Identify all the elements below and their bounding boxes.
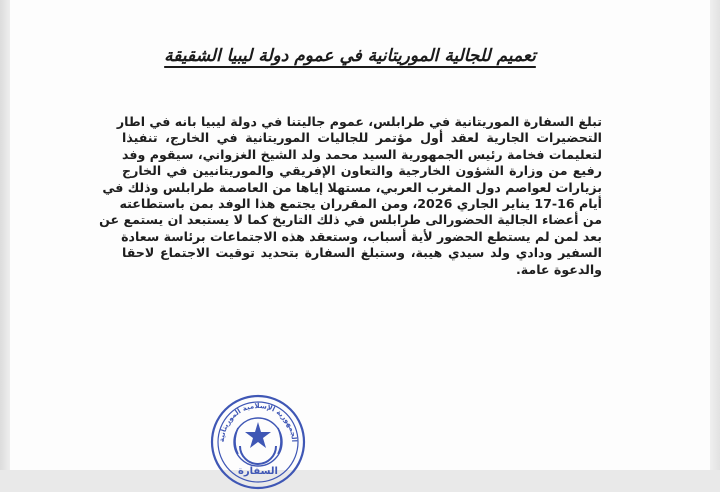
body-line: بزيارات لعواصم دول المغرب العربي، مستهلا إياها من العاصمة طرابلس وذلك في — [102, 179, 602, 195]
body-line: أيام 16-17 يناير الجاري 2026، ومن المقرران يجتمع هذا الوفد بمن باستطاعته — [119, 196, 602, 212]
body-line: بعد لمن لم يستطع الحضور لأية أسباب، وستعقد هذه الاجتماعات برئاسة سعادة — [121, 228, 602, 244]
body-line: لتعليمات فخامة رئيس الجمهورية السيد محمد ولد الشيخ الغزواني، سيقوم وفد — [122, 146, 602, 162]
body-line: والدعوة عامة. — [515, 261, 602, 277]
seal-ring-text: الجمهورية الإسلامية الموريتانية — [217, 401, 299, 443]
document-title: تعميم للجالية الموريتانية في عموم دولة ليبيا الشقيقة — [164, 46, 536, 66]
body-line: من أعضاء الجالية الحضورالى طرابلس في ذلك التاريخ كما لا يستبعد ان يستمع عن — [99, 212, 602, 228]
seal-crescent-icon — [240, 446, 276, 464]
body-line: السفير ودادي ولد سيدي هيبة، وستبلغ السفارة بتحديد توقيت الاجتماع لاحقا — [122, 245, 602, 261]
body-line: تبلغ السفارة الموريتانية في طرابلس، عموم جاليتنا في دولة ليبيا بانه في اطار — [116, 114, 602, 129]
seal-star-icon — [245, 422, 271, 448]
paper-sheet — [10, 0, 710, 477]
embassy-seal-icon — [208, 392, 308, 492]
body-line: رفيع من وزارة الشؤون الخارجية والتعاون الإفريقي والموريتانيين في الخارج — [122, 163, 602, 179]
seal-bottom-text: السفارة — [238, 466, 278, 477]
body-line: التحضيرات الجارية لعقد أول مؤتمر للجاليات الموريتانية في الخارج، تنفيذا — [122, 130, 602, 146]
document-body — [99, 114, 602, 278]
